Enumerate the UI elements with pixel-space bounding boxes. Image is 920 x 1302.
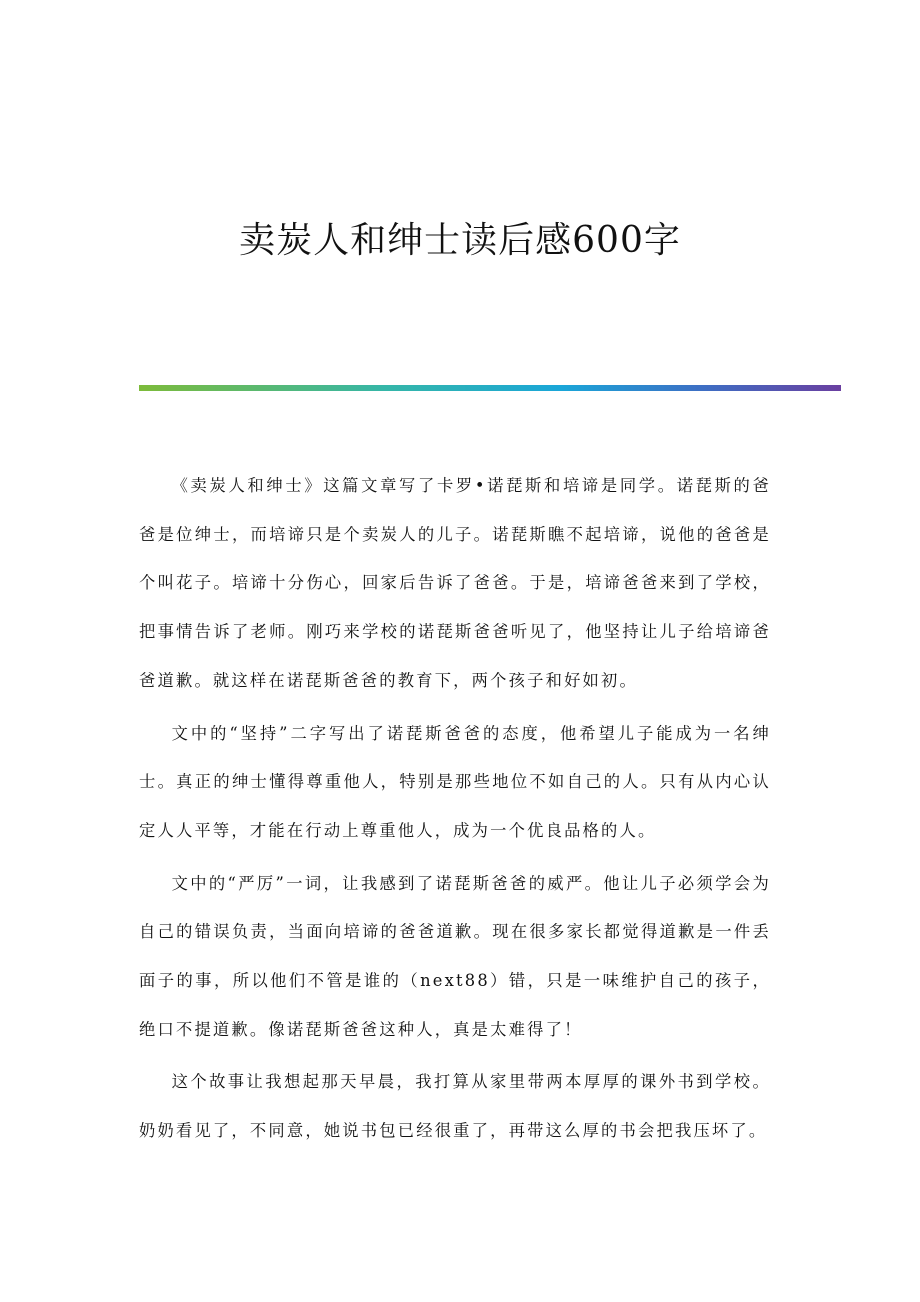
paragraph-3: 文中的“严厉”一词，让我感到了诺琵斯爸爸的威严。他让儿子必须学会为自己的错误负责，当面向培谛的爸爸道歉。现在很多家长都觉得道歉是一件丢面子的事，所以他们不管是谁的（next88）错，只是一味维护自己的孩子，绝口不提道歉。像诺琵斯爸爸这种人，真是太难得了！ bbox=[139, 873, 771, 1039]
title-divider bbox=[139, 385, 841, 391]
document-body bbox=[139, 462, 771, 1160]
paragraph-2: 文中的“坚持”二字写出了诺琵斯爸爸的态度，他希望儿子能成为一名绅士。真正的绅士懂得尊重他人，特别是那些地位不如自己的人。只有从内心认定人人平等，才能在行动上尊重他人，成为一个优良品格的人。 bbox=[139, 723, 771, 840]
paragraph-4: 这个故事让我想起那天早晨，我打算从家里带两本厚厚的课外书到学校。奶奶看见了，不同意，她说书包已经很重了，再带这么厚的书会把我压坏了。 bbox=[139, 1072, 771, 1141]
paragraph-1: 《卖炭人和绅士》这篇文章写了卡罗•诺琵斯和培谛是同学。诺琵斯的爸爸是位绅士，而培谛只是个卖炭人的儿子。诺琵斯瞧不起培谛，说他的爸爸是个叫花子。培谛十分伤心，回家后告诉了爸爸。于是，培谛爸爸来到了学校，把事情告诉了老师。刚巧来学校的诺琵斯爸爸听见了，他坚持让儿子给培谛爸爸道歉。就这样在诺琵斯爸爸的教育下，两个孩子和好如初。 bbox=[139, 476, 771, 690]
document-title: 卖炭人和绅士读后感600字 bbox=[239, 220, 681, 261]
